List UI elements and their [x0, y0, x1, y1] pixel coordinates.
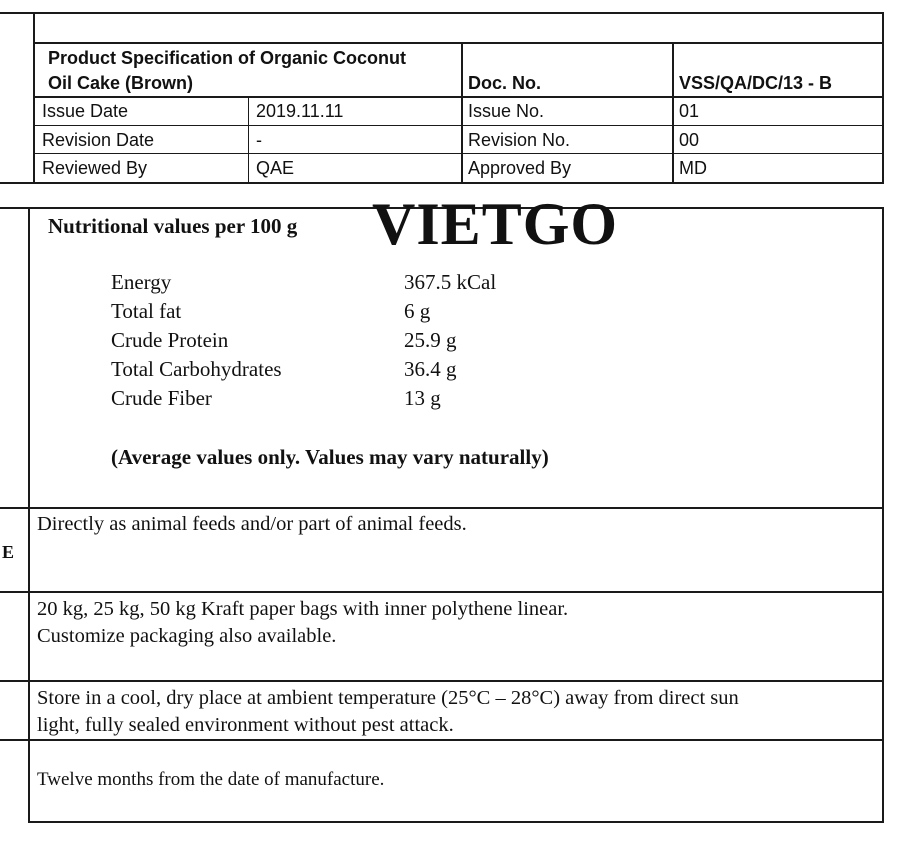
nutrition-note: (Average values only. Values may vary naturally)	[111, 445, 549, 469]
packaging-line2: Customize packaging also available.	[37, 625, 337, 647]
nutrient-protein-label: Crude Protein	[111, 328, 229, 352]
nutrient-energy-label: Energy	[111, 270, 172, 294]
header-top-border	[0, 12, 884, 14]
header-divider	[34, 153, 884, 154]
approved-by-label: Approved By	[468, 158, 572, 178]
packaging-text	[37, 596, 568, 650]
section-divider	[0, 739, 884, 741]
header-divider	[248, 96, 249, 183]
nutrient-fat-value: 6 g	[404, 299, 431, 323]
header-divider	[34, 96, 884, 98]
header-divider	[34, 42, 884, 44]
reviewed-by-value: QAE	[256, 158, 295, 178]
revision-no-label: Revision No.	[468, 130, 571, 150]
header-divider	[882, 12, 884, 184]
header-divider	[672, 42, 674, 183]
spec-left-border	[28, 207, 30, 823]
nutrition-heading: Nutritional values per 100 g	[48, 214, 298, 238]
nutrient-energy-value: 367.5 kCal	[404, 270, 497, 294]
storage-text	[37, 685, 739, 739]
approved-by-value: MD	[679, 158, 707, 178]
storage-line2: light, fully sealed environment without pest attack.	[37, 714, 454, 736]
usage-text: Directly as animal feeds and/or part of animal feeds.	[37, 513, 467, 535]
issue-no-value: 01	[679, 101, 700, 121]
spec-right-border	[882, 207, 884, 823]
nutrient-carbohydrates-value: 36.4 g	[404, 357, 457, 381]
vietgo-watermark: VIETGO	[372, 191, 619, 257]
storage-line1: Store in a cool, dry place at ambient temperature (25°C – 28°C) away from direct sun	[37, 687, 739, 709]
revision-no-value: 00	[679, 130, 700, 150]
section-divider	[0, 591, 884, 593]
nutrient-protein-value: 25.9 g	[404, 328, 457, 352]
revision-date-value: -	[256, 130, 262, 150]
nutrient-fiber-label: Crude Fiber	[111, 386, 212, 410]
section-divider	[0, 680, 884, 682]
section-divider	[0, 507, 884, 509]
header-divider	[461, 42, 463, 183]
header-bottom-border	[0, 182, 884, 184]
header-divider	[33, 12, 35, 184]
spec-bottom-border	[28, 821, 884, 823]
doc-no-value: VSS/QA/DC/13 - B	[679, 73, 833, 93]
issue-date-label: Issue Date	[42, 101, 129, 121]
issue-date-value: 2019.11.11	[256, 101, 344, 121]
packaging-line1: 20 kg, 25 kg, 50 kg Kraft paper bags with inner polythene linear.	[37, 598, 569, 620]
nutrient-fiber-value: 13 g	[404, 386, 441, 410]
nutrient-fat-label: Total fat	[111, 299, 182, 323]
doc-no-label: Doc. No.	[468, 73, 542, 93]
section-label-fragment: E	[2, 542, 15, 562]
issue-no-label: Issue No.	[468, 101, 545, 121]
document-title-line2: Oil Cake (Brown)	[48, 73, 194, 93]
nutrient-carbohydrates-label: Total Carbohydrates	[111, 357, 282, 381]
document-title-line1: Product Specification of Organic Coconut	[48, 48, 407, 68]
reviewed-by-label: Reviewed By	[42, 158, 148, 178]
document-title	[48, 46, 406, 96]
header-divider	[34, 125, 884, 126]
shelf-life-text: Twelve months from the date of manufacture.	[37, 769, 385, 790]
revision-date-label: Revision Date	[42, 130, 155, 150]
